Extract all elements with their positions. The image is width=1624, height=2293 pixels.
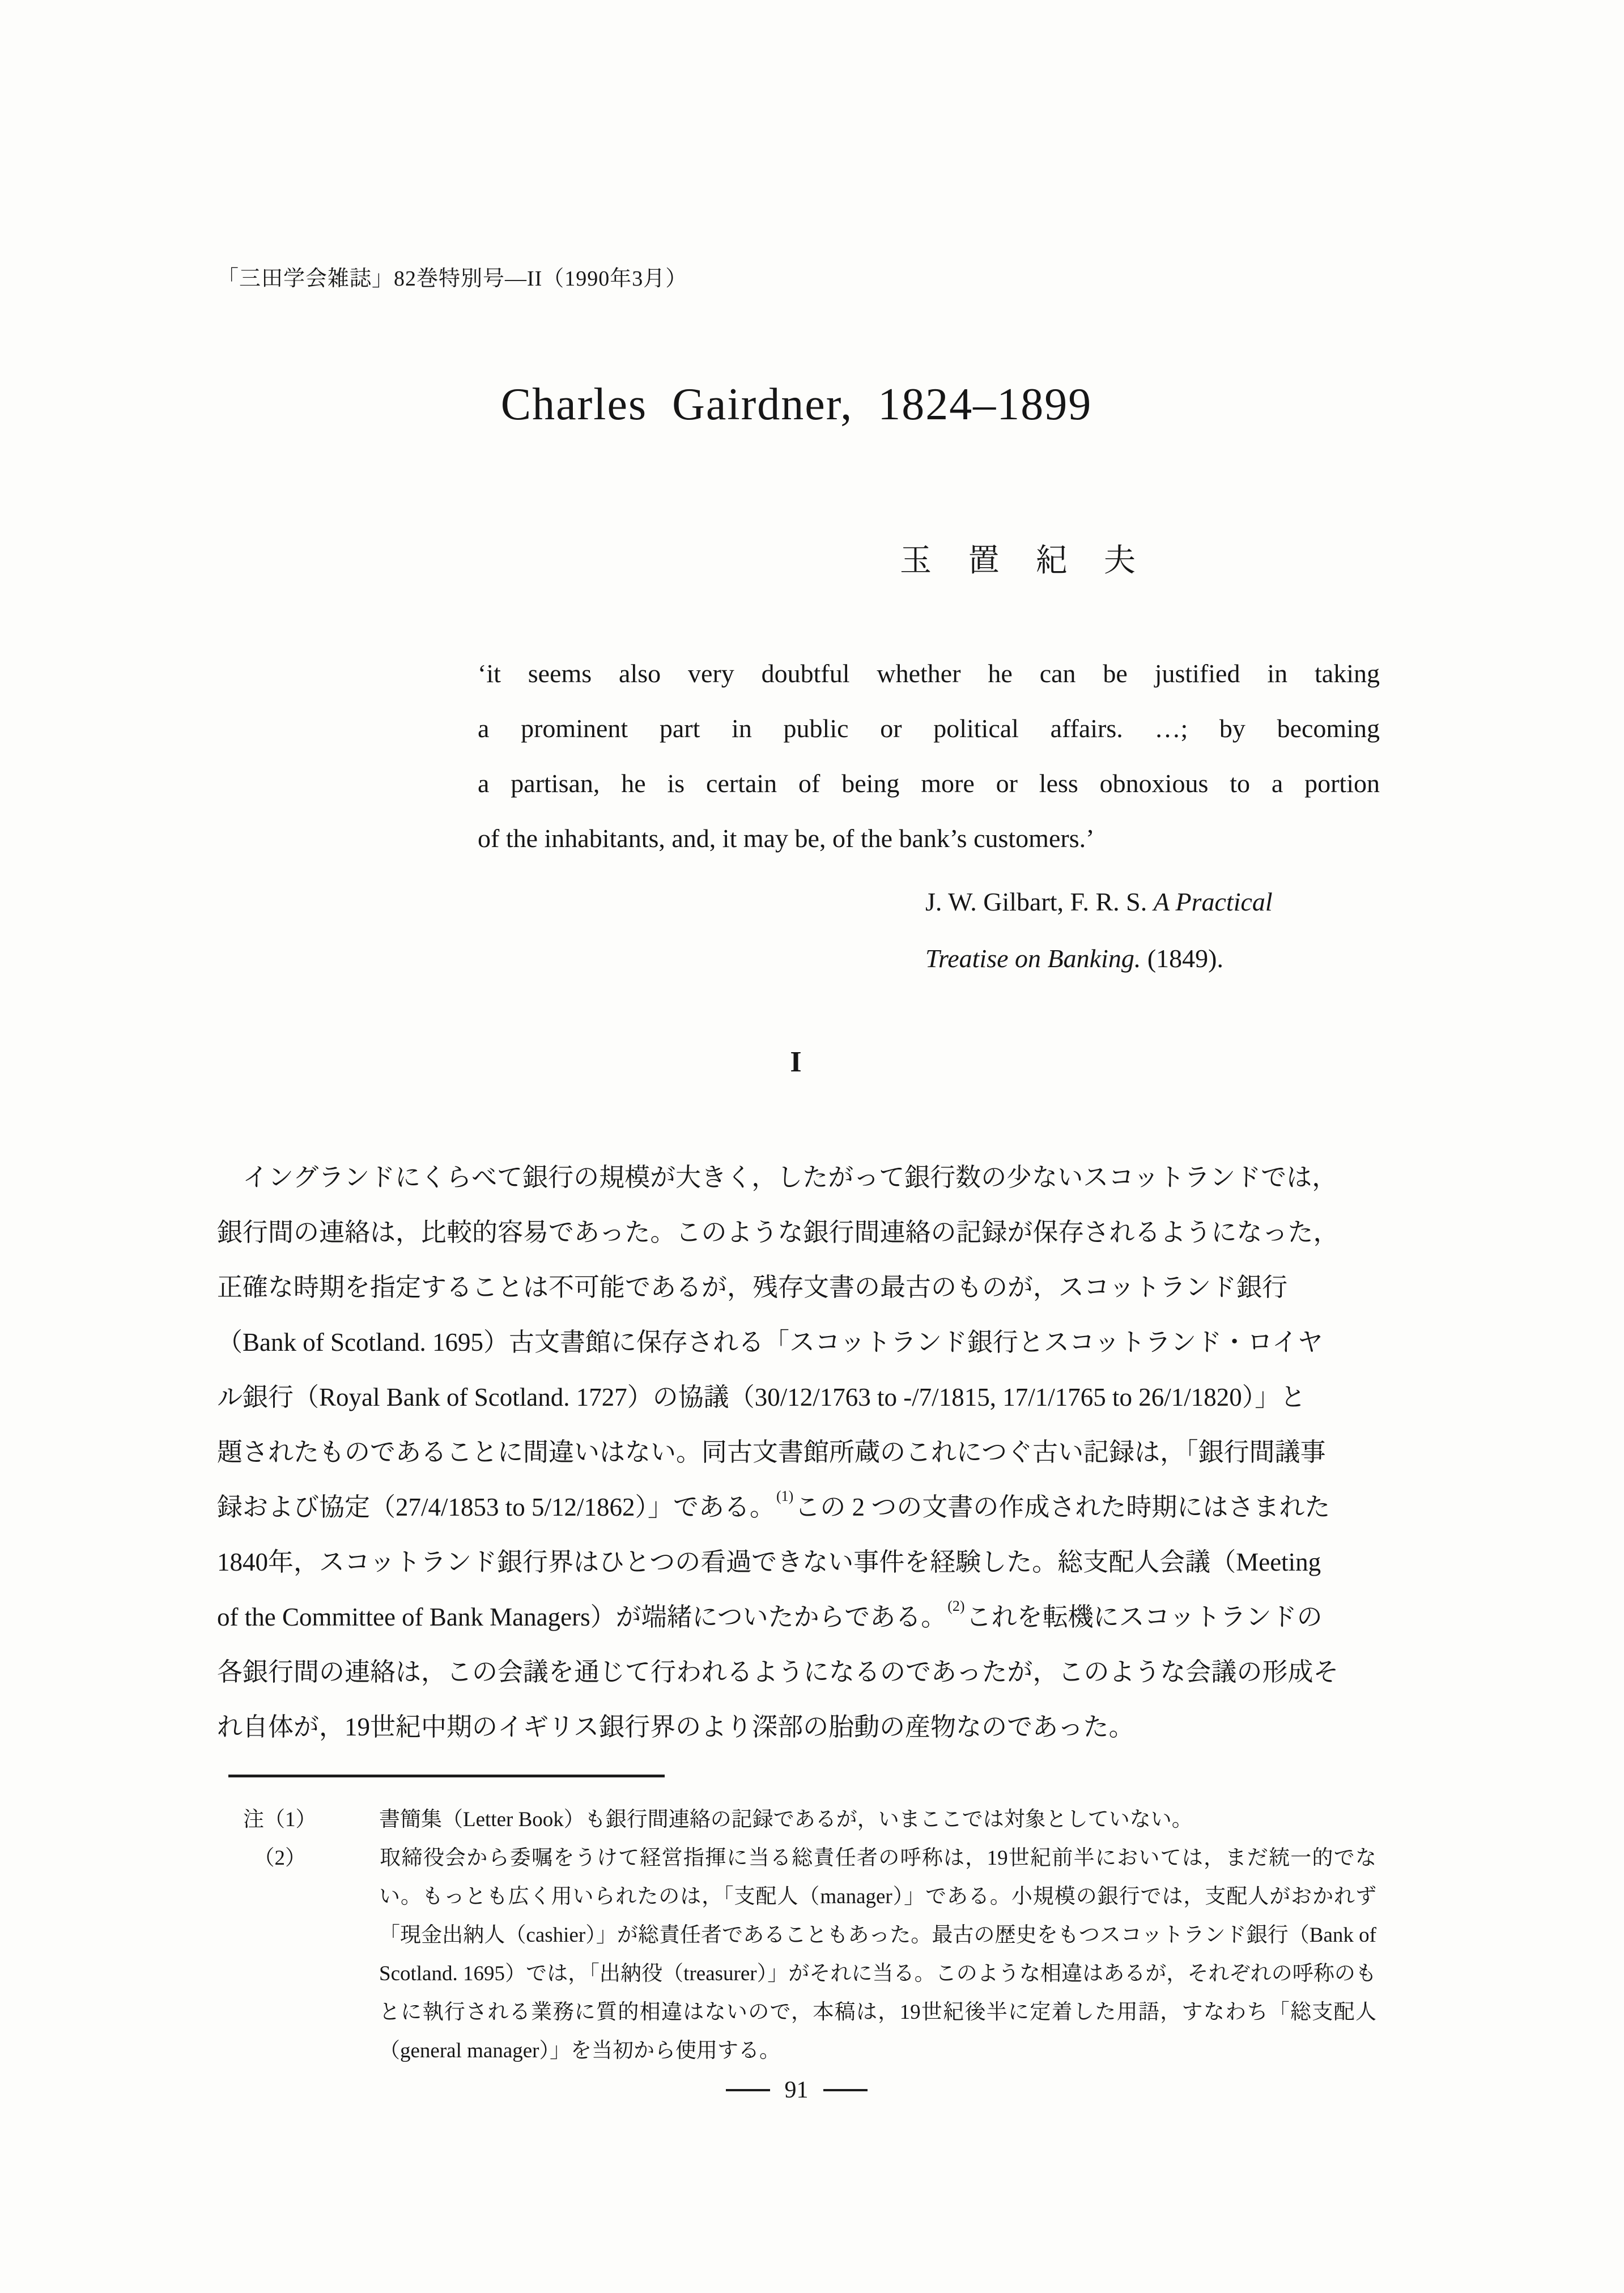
text-line (217, 1205, 1376, 1260)
text-line (217, 1700, 1376, 1755)
text-line (217, 1315, 1376, 1370)
footnote-item (243, 1801, 1376, 1839)
page-number-value: 91 (784, 2077, 809, 2103)
author-name: 玉 置 紀 夫 (900, 543, 1138, 578)
footnote-divider (228, 1775, 665, 1777)
text-line: 録および協定（27/4/1853 to 5/12/1862）」である。(1)この 2 つの文書の作成された時期にはさまれた (217, 1488, 1330, 1521)
text-line (478, 701, 1380, 756)
text-segment: (1849). (1141, 944, 1223, 973)
text-segment: 1840年，スコットランド銀行界はひとつの看過できない事件を経験した。総支配人会議（Meeting (217, 1548, 1321, 1576)
text-segment: Treatise on Banking. (925, 944, 1141, 973)
text-segment: ル銀行（Royal Bank of Scotland. 1727）の協議（30/12/1763 to -/7/1815, 17/1/1765 to 26/1/1820）」と (217, 1383, 1306, 1411)
text-line (217, 1425, 1376, 1480)
text-segment: a partisan, he is certain of being more or less obnoxious to a portion (478, 769, 1380, 798)
text-segment: 正確な時期を指定することは不可能であるが，残存文書の最古のものが，スコットランド銀行 (217, 1273, 1288, 1301)
text-segment: A Practical (1153, 887, 1273, 916)
text-segment: of the Committee of Bank Managers）が端緒についたからである。 (217, 1603, 947, 1631)
text-segment: イングランドにくらべて銀行の規模が大きく，したがって銀行数の少ないスコットランドでは， (217, 1163, 1338, 1192)
page-number (217, 2077, 1376, 2104)
text-line (478, 646, 1380, 701)
text-segment: ‘it seems also very doubtful whether he can be justified in taking (478, 659, 1380, 688)
footnote-item (243, 1839, 1376, 2070)
text-segment: 銀行間の連絡は，比較的容易であった。このような銀行間連絡の記録が保存されるようになった， (217, 1218, 1339, 1247)
text-line (217, 1645, 1376, 1700)
text-segment: a prominent part in public or political affairs. …; by becoming (478, 714, 1380, 743)
epigraph-attribution (925, 874, 1380, 987)
text-line (217, 1150, 1376, 1205)
footnote-label: 注（1） (243, 1808, 317, 1831)
footnote-text: 書簡集（Letter Book）も銀行間連絡の記録であるが，いまここでは対象としていない。 (379, 1808, 1193, 1831)
epigraph-quote (478, 646, 1380, 987)
text-segment: of the inhabitants, and, it may be, of the bank’s customers.’ (478, 824, 1095, 853)
text-line (925, 874, 1380, 930)
section-heading: I (790, 1046, 803, 1078)
text-line (217, 1370, 1376, 1425)
text-line (217, 1535, 1376, 1590)
text-segment: 録および協定（27/4/1853 to 5/12/1862）」である。 (217, 1493, 776, 1521)
text-line (478, 811, 1380, 866)
footnote-label: （2） (243, 1847, 306, 1870)
text-segment: J. W. Gilbart, F. R. S. (925, 887, 1154, 916)
epigraph-quote-lines (478, 646, 1380, 866)
text-segment: この 2 つの文書の作成された時期にはさまれた (794, 1493, 1330, 1521)
journal-header: 「三田学会雑誌」82巻特別号—II（1990年3月） (217, 267, 688, 291)
text-segment: 題されたものであることに間違いはない。同古文書館所蔵のこれにつぐ古い記録は，「銀行間議事 (217, 1438, 1326, 1466)
footnotes-section (243, 1801, 1376, 2070)
paper-title: Charles Gairdner, 1824–1899 (500, 379, 1092, 429)
text-segment: これを転機にスコットランドの (966, 1603, 1323, 1631)
text-line (925, 930, 1380, 987)
text-line: of the Committee of Bank Managers）が端緒についたからである。(2)これを転機にスコットランドの (217, 1598, 1323, 1631)
text-segment: 各銀行間の連絡は，この会議を通じて行われるようになるのであったが，このような会議の形成そ (217, 1658, 1339, 1686)
footnote-text: 取締役会から委嘱をうけて経営指揮に当る総責任者の呼称は，19世紀前半においては，まだ統一的でない。もっとも広く用いられたのは，「支配人（manager）」である。小規模の銀行では，支配人がおかれず「現金出納人（cashier）」が総責任者であることもあった。最古の歴史をもつスコットランド銀行（Bank of Scotland. 1695）では，「出納役（treasurer）」がそれに当る。このような相違はあるが，それぞれの呼称のもとに執行される業務に質的相違はないので，本稿は，19世紀後半に定着した用語，すなわち「総支配人（general manager）」を当初から使用する。 (379, 1847, 1376, 2062)
text-line (217, 1260, 1376, 1315)
text-line (478, 756, 1380, 811)
page-number-right-dash (823, 2089, 868, 2091)
text-segment: （Bank of Scotland. 1695）古文書館に保存される「スコットランド銀行とスコットランド・ロイヤ (217, 1328, 1323, 1356)
body-paragraph (217, 1150, 1376, 1755)
page-number-left-dash (726, 2089, 770, 2091)
text-segment: れ自体が，19世紀中期のイギリス銀行界のより深部の胎動の産物なのであった。 (217, 1713, 1134, 1741)
